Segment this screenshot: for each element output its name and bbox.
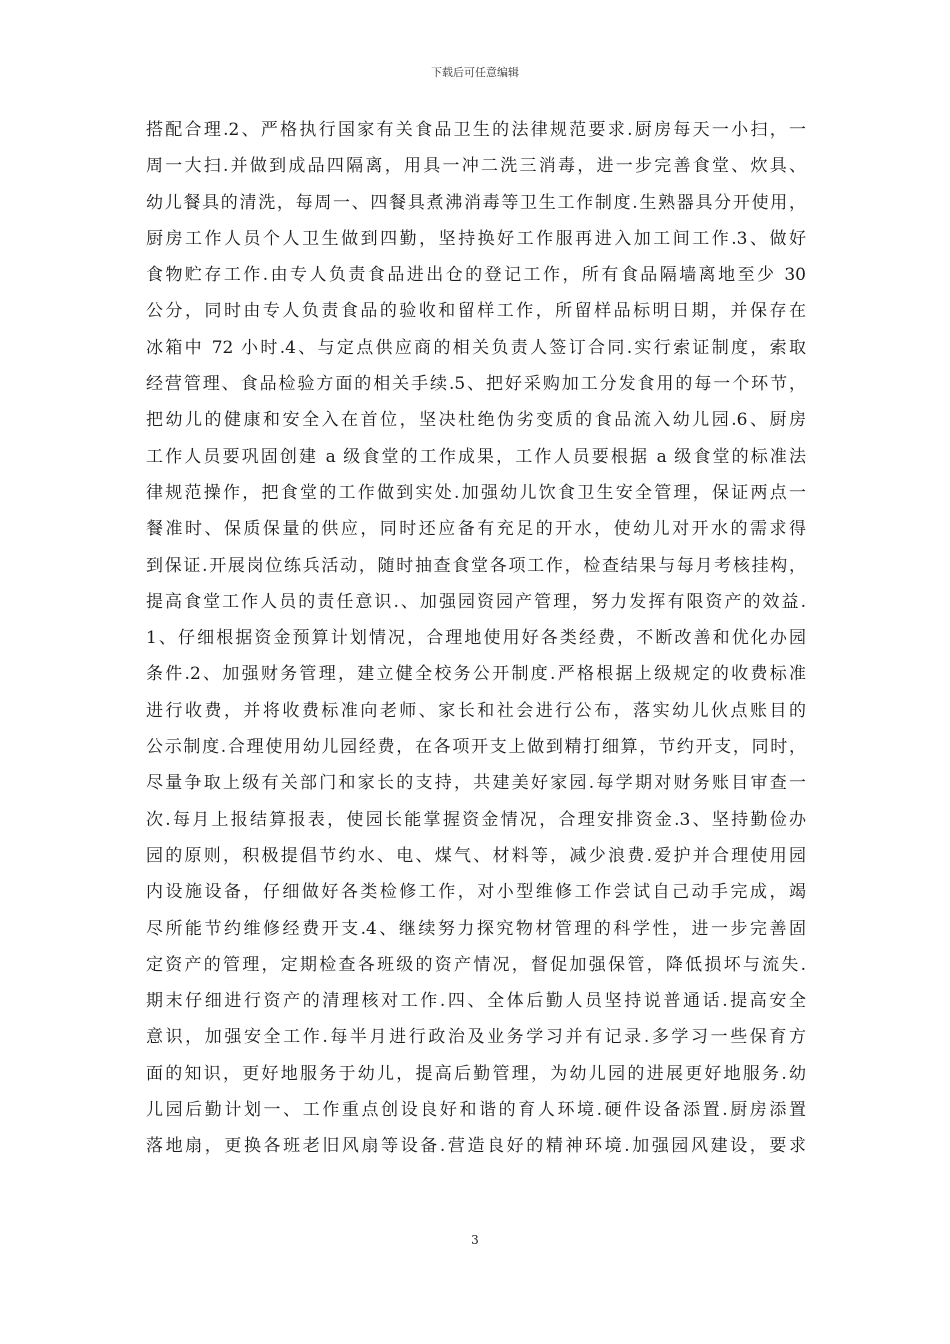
body-line: 冰箱中 72 小时.4、与定点供应商的相关负责人签订合同.实行索证制度，索取 (146, 337, 806, 358)
body-line: 内设施设备，仔细做好各类检修工作，对小型维修工作尝试自己动手完成，竭 (146, 882, 806, 903)
body-line: 经营管理、食品检验方面的相关手续.5、把好采购加工分发食用的每一个环节， (146, 374, 806, 395)
body-line: 搭配合理.2、严格执行国家有关食品卫生的法律规范要求.厨房每天一小扫，一 (146, 120, 806, 140)
body-line: 工作人员要巩固创建 a 级食堂的工作成果，工作人员要根据 a 级食堂的标准法 (146, 446, 806, 467)
body-line: 条件.2、加强财务管理，建立健全校务公开制度.严格根据上级规定的收费标准 (146, 664, 806, 685)
body-line: 餐准时、保质保量的供应，同时还应备有充足的开水，使幼儿对开水的需求得 (146, 519, 806, 540)
body-line: 把幼儿的健康和安全入在首位，坚决杜绝伪劣变质的食品流入幼儿园.6、厨房 (146, 410, 806, 431)
body-line: 次.每月上报结算报表，使园长能掌握资金情况，合理安排资金.3、坚持勤俭办 (146, 809, 806, 830)
body-line: 律规范操作，把食堂的工作做到实处.加强幼儿饮食卫生安全管理，保证两点一 (146, 482, 806, 503)
body-line: 落地扇，更换各班老旧风扇等设备.营造良好的精神环境.加强园风建设，要求 (146, 1136, 806, 1157)
body-line: 公示制度.合理使用幼儿园经费，在各项开支上做到精打细算，节约开支，同时， (146, 737, 806, 758)
body-line: 提高食堂工作人员的责任意识.、加强园资园产管理，努力发挥有限资产的效益. (146, 591, 806, 612)
page-number: 3 (471, 1233, 479, 1247)
body-line: 定资产的管理，定期检查各班级的资产情况，督促加强保管，降低损坏与流失. (146, 954, 806, 975)
body-line: 幼儿餐具的清洗，每周一、四餐具煮沸消毒等卫生工作制度.生熟器具分开使用， (146, 192, 806, 213)
body-line: 期末仔细进行资产的清理核对工作.四、全体后勤人员坚持说普通话.提高安全 (146, 991, 806, 1012)
body-line: 周一大扫.并做到成品四隔离，用具一冲二洗三消毒，进一步完善食堂、炊具、 (146, 156, 806, 177)
body-line: 意识，加强安全工作.每半月进行政治及业务学习并有记录.多学习一些保育方 (146, 1027, 806, 1048)
page-header: 下载后可任意编辑 (431, 66, 519, 79)
body-line: 到保证.开展岗位练兵活动，随时抽查食堂各项工作，检查结果与每月考核挂构， (146, 555, 806, 576)
body-line: 进行收费，并将收费标准向老师、家长和社会进行公布，落实幼儿伙点账目的 (146, 700, 806, 721)
body-line: 尽量争取上级有关部门和家长的支持，共建美好家园.每学期对财务账目审查一 (146, 773, 806, 794)
document-body (146, 112, 806, 1165)
body-line: 面的知识，更好地服务于幼儿，提高后勤管理，为幼儿园的进展更好地服务.幼 (146, 1063, 806, 1084)
body-line: 厨房工作人员个人卫生做到四勤，坚持换好工作服再进入加工间工作.3、做好 (146, 228, 806, 249)
body-line: 园的原则，积极提倡节约水、电、煤气、材料等，减少浪费.爱护并合理使用园 (146, 845, 806, 866)
body-line: 儿园后勤计划一、工作重点创设良好和谐的育人环境.硬件设备添置.厨房添置 (146, 1100, 806, 1121)
body-line: 尽所能节约维修经费开支.4、继续努力探究物材管理的科学性，进一步完善固 (146, 918, 806, 939)
body-line: 1、仔细根据资金预算计划情况，合理地使用好各类经费，不断改善和优化办园 (146, 628, 806, 649)
body-line: 食物贮存工作.由专人负责食品进出仓的登记工作，所有食品隔墙离地至少 30 (146, 265, 806, 286)
body-line: 公分，同时由专人负责食品的验收和留样工作，所留样品标明日期，并保存在 (146, 301, 806, 322)
